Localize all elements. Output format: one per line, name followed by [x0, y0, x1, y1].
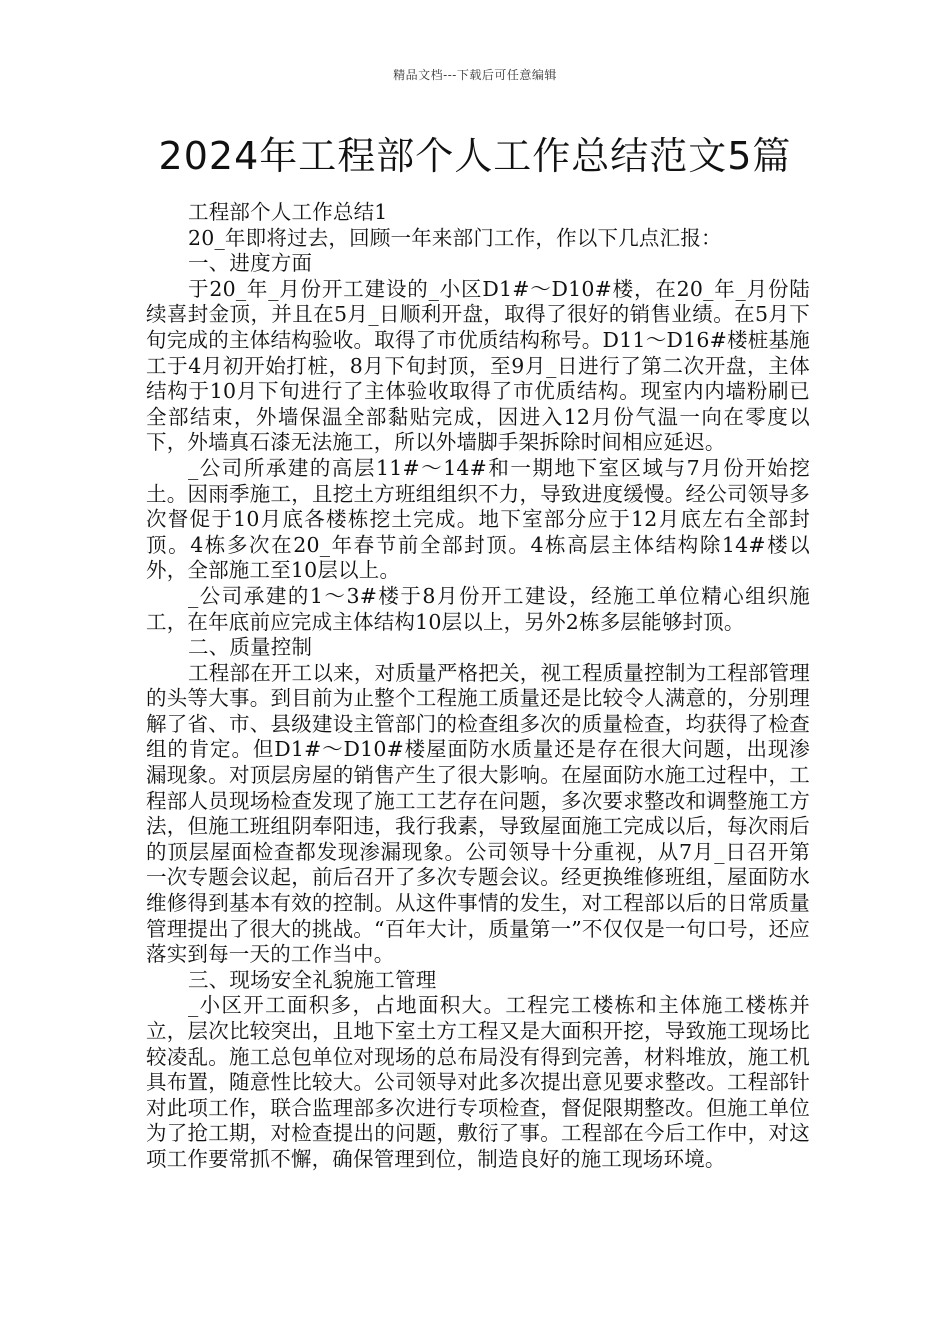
paragraph: 于20_年_月份开工建设的_小区D1#～D10#楼，在20_年_月份陆续喜封金顶，并且在5月_日顺利开盘，取得了很好的销售业绩。在5月下旬完成的主体结构验收。取得了市优质结构称号。D11～D16#楼桩基施工于4月初开始打桩，8月下旬封顶，至9月_日进行了第二次开盘，主体结构于10月下旬进行了主体验收取得了市优质结构。现室内内墙粉刷已全部结束，外墙保温全部黏贴完成，因进入12月份气温一向在零度以下，外墙真石漆无法施工，所以外墙脚手架拆除时间相应延迟。 [146, 276, 810, 455]
section-heading: 二、质量控制 [188, 635, 313, 660]
paragraph: _公司承建的1～3#楼于8月份开工建设，经施工单位精心组织施工，在年底前应完成主体结构10层以上，另外2栋多层能够封顶。 [146, 583, 810, 634]
section-heading: 三、现场安全礼貌施工管理 [188, 967, 437, 992]
paragraph: _公司所承建的高层11#～14#和一期地下室区域与7月份开始挖土。因雨季施工，且挖土方班组组织不力，导致进度缓慢。经公司领导多次督促于10月底各楼栋挖土完成。地下室部分应于12月底左右全部封顶。4栋多次在20_年春节前全部封顶。4栋高层主体结构除14#楼以外，全部施工至10层以上。 [146, 455, 810, 583]
paragraph: 20_年即将过去，回顾一年来部门工作，作以下几点汇报： [188, 225, 722, 250]
header-note: 精品文档---下载后可任意编辑 [393, 68, 557, 82]
section-heading: 一、进度方面 [188, 251, 313, 276]
paragraph: _小区开工面积多，占地面积大。工程完工楼栋和主体施工楼栋并立，层次比较突出，且地下室土方工程又是大面积开挖，导致施工现场比较凌乱。施工总包单位对现场的总布局没有得到完善，材料堆放，施工机具布置，随意性比较大。公司领导对此多次提出意见要求整改。工程部针对此项工作，联合监理部多次进行专项检查，督促限期整改。但施工单位为了抢工期，对检查提出的问题，敷衍了事。工程部在今后工作中，对这项工作要常抓不懈，确保管理到位，制造良好的施工现场环境。 [146, 993, 810, 1171]
document-title: 2024年工程部个人工作总结范文5篇 [158, 134, 792, 178]
paragraph: 工程部在开工以来，对质量严格把关，视工程质量控制为工程部管理的头等大事。到目前为止整个工程施工质量还是比较令人满意的，分别理解了省、市、县级建设主管部门的检查组多次的质量检查，均获得了检查组的肯定。但D1#～D10#楼屋面防水质量还是存在很大问题，出现渗漏现象。对顶层房屋的销售产生了很大影响。在屋面防水施工过程中，工程部人员现场检查发现了施工工艺存在问题，多次要求整改和调整施工方法，但施工班组阴奉阳违，我行我素，导致屋面施工完成以后，每次雨后的顶层屋面检查都发现渗漏现象。公司领导十分重视，从7月_日召开第一次专题会议起，前后召开了多次专题会议。经更换维修班组，屋面防水维修得到基本有效的控制。从这件事情的发生，对工程部以后的日常质量管理提出了很大的挑战。“百年大计，质量第一”不仅仅是一句口号，还应落实到每一天的工作当中。 [146, 660, 810, 967]
document-body [146, 200, 810, 1173]
section-heading: 工程部个人工作总结1 [188, 200, 388, 224]
